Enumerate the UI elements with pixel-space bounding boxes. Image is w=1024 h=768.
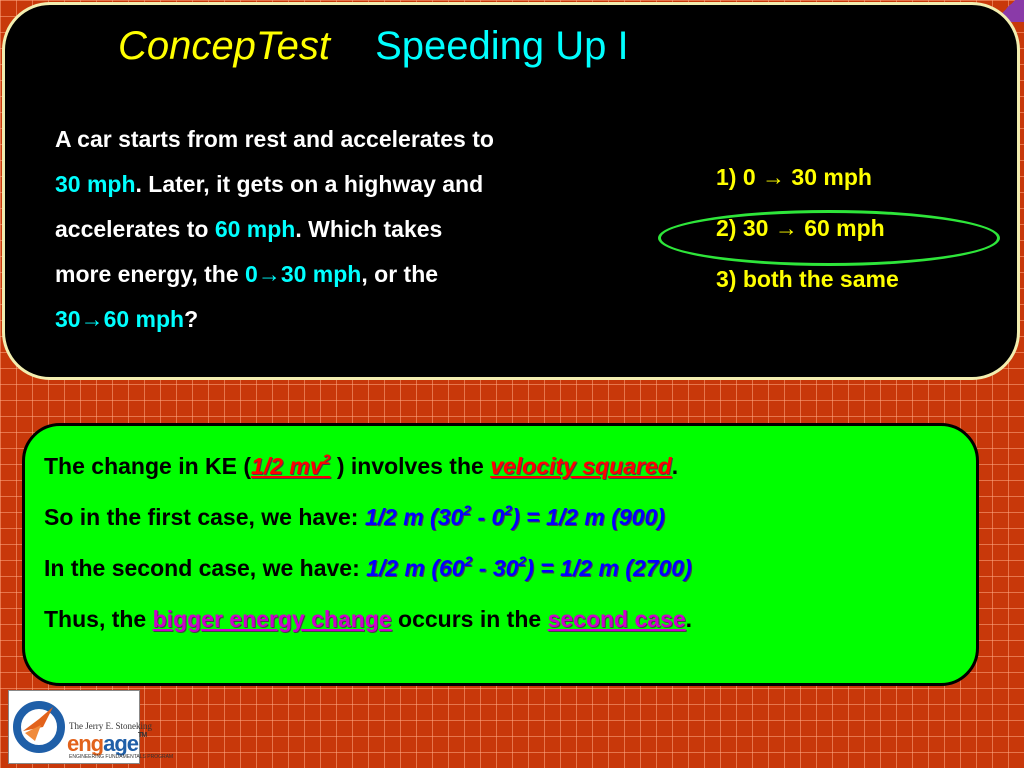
superscript: 2: [322, 451, 331, 467]
explanation-segment: .: [671, 453, 679, 479]
superscript: 2: [504, 502, 513, 518]
engage-mark-icon: [13, 697, 65, 757]
bigger-energy-highlight: bigger energy change: [152, 606, 392, 632]
explanation-line: [44, 492, 692, 543]
question-text-segment: , or the: [361, 261, 439, 287]
logo-tagline: ENGINEERING FUNDAMENTALS PROGRAM: [69, 754, 174, 760]
logo-eng: eng: [67, 731, 104, 756]
formula-segment: 1/2 m (60: [366, 555, 465, 581]
question-line: [55, 207, 655, 252]
second-case-highlight: second case: [547, 606, 686, 632]
question-highlight: 30 mph: [55, 171, 136, 197]
formula-segment: - 30: [472, 555, 519, 581]
logo-tm: TM: [138, 732, 147, 739]
formula-segment: ) = 1/2 m (2700): [526, 555, 692, 581]
explanation-segment: .: [685, 606, 693, 632]
answer-option-3[interactable]: 3) both the same: [716, 266, 899, 292]
explanation-text: [44, 441, 692, 645]
explanation-segment: So in the first case, we have:: [44, 504, 365, 530]
question-highlight: 60 mph: [214, 216, 296, 242]
question-text-segment: . Which takes: [295, 216, 443, 242]
logo-small-text: The Jerry E. Stoneking: [69, 721, 152, 731]
answer-option-2[interactable]: 2) 30 → 60 mph: [716, 215, 885, 241]
formula-second-case: [366, 555, 692, 581]
engage-logo: [8, 690, 174, 764]
formula-segment: ) = 1/2 m (900): [512, 504, 665, 530]
question-text-segment: more energy, the: [55, 261, 246, 287]
explanation-segment: In the second case, we have:: [44, 555, 367, 581]
formula-segment: - 0: [471, 504, 505, 530]
question-text-segment: accelerates to: [55, 216, 215, 242]
answer-option-1[interactable]: 1) 0 → 30 mph: [716, 164, 872, 190]
title-concep: ConcepTest: [118, 24, 330, 68]
superscript: 2: [464, 553, 473, 569]
explanation-segment: occurs in the: [391, 606, 548, 632]
explanation-line: [44, 543, 692, 594]
explanation-line: [44, 594, 692, 645]
correct-answer-circle: [658, 210, 1000, 266]
question-line: [55, 117, 655, 162]
question-text-segment: . Later, it gets on a highway and: [135, 171, 484, 197]
logo-age: age: [103, 731, 139, 756]
question-text: [55, 117, 655, 342]
superscript: 2: [463, 502, 472, 518]
velocity-squared-highlight: velocity squared: [490, 453, 672, 479]
question-highlight: 30→60 mph: [55, 306, 185, 332]
question-highlight: 0→30 mph: [245, 261, 362, 287]
question-line: [55, 297, 655, 342]
superscript: 2: [518, 553, 527, 569]
explanation-line: [44, 441, 692, 492]
explanation-segment: Thus, the: [44, 606, 153, 632]
formula-first-case: [365, 504, 665, 530]
explanation-segment: The change in KE (: [44, 453, 252, 479]
title-speeding: Speeding Up I: [375, 24, 629, 68]
slide-title: [118, 24, 629, 69]
question-line: [55, 162, 655, 207]
explanation-segment: ) involves the: [330, 453, 491, 479]
formula-segment: 1/2 mv: [251, 453, 323, 479]
question-line: [55, 252, 655, 297]
formula-ke: [251, 453, 330, 479]
question-text-segment: A car starts from rest and accelerates to: [55, 126, 494, 152]
formula-segment: 1/2 m (30: [364, 504, 464, 530]
question-text-segment: ?: [184, 306, 199, 332]
